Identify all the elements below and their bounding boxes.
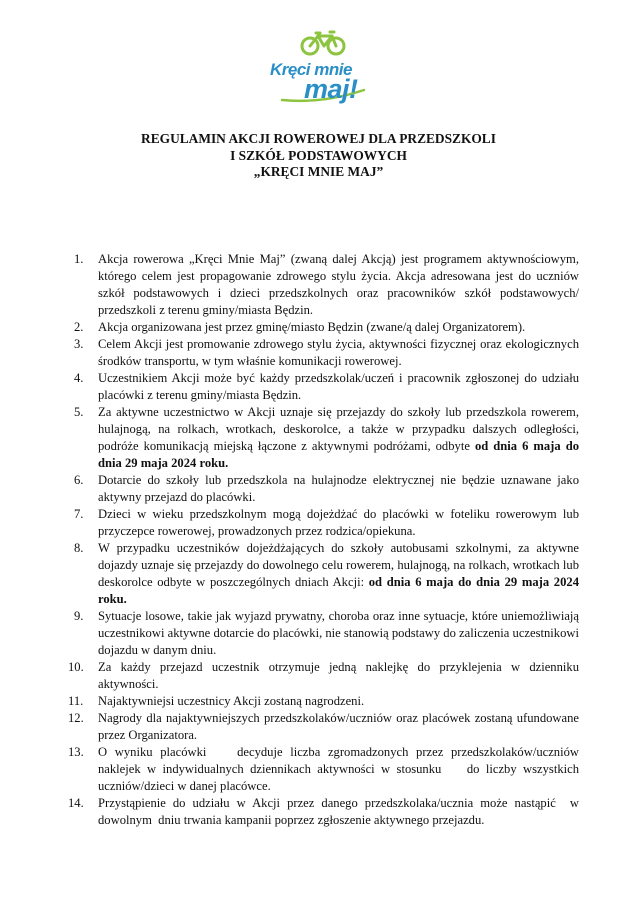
- rule-item: [74, 336, 579, 370]
- rule-text: Sytuacje losowe, takie jak wyjazd prywatny, choroba oraz inne sytuacje, które uniemożliwiają uczestnikowi aktywne dotarcie do placówki, nie stanowią podstawy do zaliczenia uczestnikowi dojazdu w danym dniu.: [98, 609, 579, 657]
- rule-item: [74, 319, 579, 336]
- rule-text: Przystąpienie do udziału w Akcji przez danego przedszkolaka/ucznia może nastąpić w dowolnym dniu trwania kampanii poprzez zgłoszenie aktywnego przejazdu.: [98, 796, 583, 827]
- rule-text: Celem Akcji jest promowanie zdrowego stylu życia, aktywności fizycznej oraz ekologicznych środków transportu, w tym właśnie komunikacji rowerowej.: [98, 337, 579, 368]
- rule-item: [68, 710, 579, 744]
- rule-date-range: od dnia 6 maja do dnia 29 maja 2024 roku.: [98, 575, 579, 606]
- rule-number: 5.: [74, 405, 84, 419]
- rule-number: 3.: [74, 337, 84, 351]
- rule-number: 11.: [68, 694, 84, 708]
- title-line-1: REGULAMIN AKCJI ROWEROWEJ DLA PRZEDSZKOLI: [141, 131, 496, 146]
- rule-text: Uczestnikiem Akcji może być każdy przedszkolak/uczeń i pracownik zgłoszonej do udziału placówki z terenu gminy/miasta Będzin.: [98, 371, 579, 402]
- rule-text: Akcja rowerowa „Kręci Mnie Maj” (zwaną dalej Akcją) jest programem aktywnościowym, którego celem jest propagowanie zdrowego stylu życia. Akcja adresowana jest do uczniów szkół podstawowych i dzieci przedszkolnych oraz pracowników szkół podstawowych/ przedszkoli z terenu gminy/miasta Będzin.: [98, 252, 579, 317]
- rule-item: [68, 795, 583, 829]
- rule-number: 8.: [74, 541, 84, 555]
- rule-item: [74, 472, 579, 506]
- rule-item: [74, 370, 579, 404]
- rule-item: [68, 744, 583, 795]
- rule-number: 12.: [68, 711, 84, 725]
- rule-item: [74, 251, 579, 319]
- rule-item: [74, 608, 579, 659]
- rules-list: [68, 251, 583, 829]
- rule-number: 1.: [74, 252, 84, 266]
- title-line-2: I SZKÓŁ PODSTAWOWYCH: [230, 147, 407, 163]
- logo: [262, 28, 382, 108]
- rule-text: Nagrody dla najaktywniejszych przedszkolaków/uczniów oraz placówek zostaną ufundowane przez Organizatora.: [98, 711, 579, 742]
- rule-number: 2.: [74, 320, 84, 334]
- title-line-3: „KRĘCI MNIE MAJ”: [253, 164, 384, 179]
- rule-number: 9.: [74, 609, 84, 623]
- logo-text-line2: maj!: [304, 74, 358, 104]
- rule-number: 13.: [68, 745, 84, 759]
- rule-item: [68, 659, 579, 693]
- rule-item: [74, 404, 579, 472]
- rule-item: [74, 506, 579, 540]
- rule-text: Dzieci w wieku przedszkolnym mogą dojeżdżać do placówki w foteliku rowerowym lub przyczepce rowerowej, prowadzonych przez rodzica/opiekuna.: [98, 507, 579, 538]
- rule-number: 10.: [68, 660, 84, 674]
- rule-text: W przypadku uczestników dojeżdżających do szkoły autobusami szkolnymi, za aktywne dojazdy uznaje się przejazdy do dowolnego celu rowerem, hulajnogą, na rolkach, wrotkach lub deskorolce odbyte w poszczególnych dniach Akcji:: [98, 541, 579, 589]
- rule-item: [74, 540, 579, 608]
- rule-number: 14.: [68, 796, 84, 810]
- rule-number: 7.: [74, 507, 84, 521]
- rule-text: Dotarcie do szkoły lub przedszkola na hulajnodze elektrycznej nie będzie uznawane jako aktywny przejazd do placówki.: [98, 473, 579, 504]
- rule-number: 4.: [74, 371, 84, 385]
- rule-date-range: od dnia 6 maja do dnia 29 maja 2024 roku.: [98, 439, 579, 470]
- logo-text-line1: Kręci mnie: [270, 60, 352, 79]
- rule-text: Za każdy przejazd uczestnik otrzymuje jedną naklejkę do przyklejenia w dzienniku aktywności.: [98, 660, 579, 691]
- rule-number: 6.: [74, 473, 84, 487]
- document-title: [0, 131, 637, 181]
- rule-text: Najaktywniejsi uczestnicy Akcji zostaną nagrodzeni.: [98, 694, 365, 708]
- rule-text: O wyniku placówki decyduje liczba zgromadzonych przez przedszkolaków/uczniów naklejek w indywidualnych dziennikach aktywności w stosunku do liczby wszystkich uczniów/dzieci w danej placówce.: [98, 745, 583, 793]
- rule-text: Za aktywne uczestnictwo w Akcji uznaje się przejazdy do szkoły lub przedszkola rowerem, hulajnogą, na rolkach, wrotkach, deskorolce, a także w przypadku dalszych odległości, podróże komunikacją miejską łączone z aktywnymi podróżami, odbyte: [98, 405, 579, 453]
- rule-text: Akcja organizowana jest przez gminę/miasto Będzin (zwane/ą dalej Organizatorem).: [98, 320, 526, 334]
- rule-item: [68, 693, 579, 710]
